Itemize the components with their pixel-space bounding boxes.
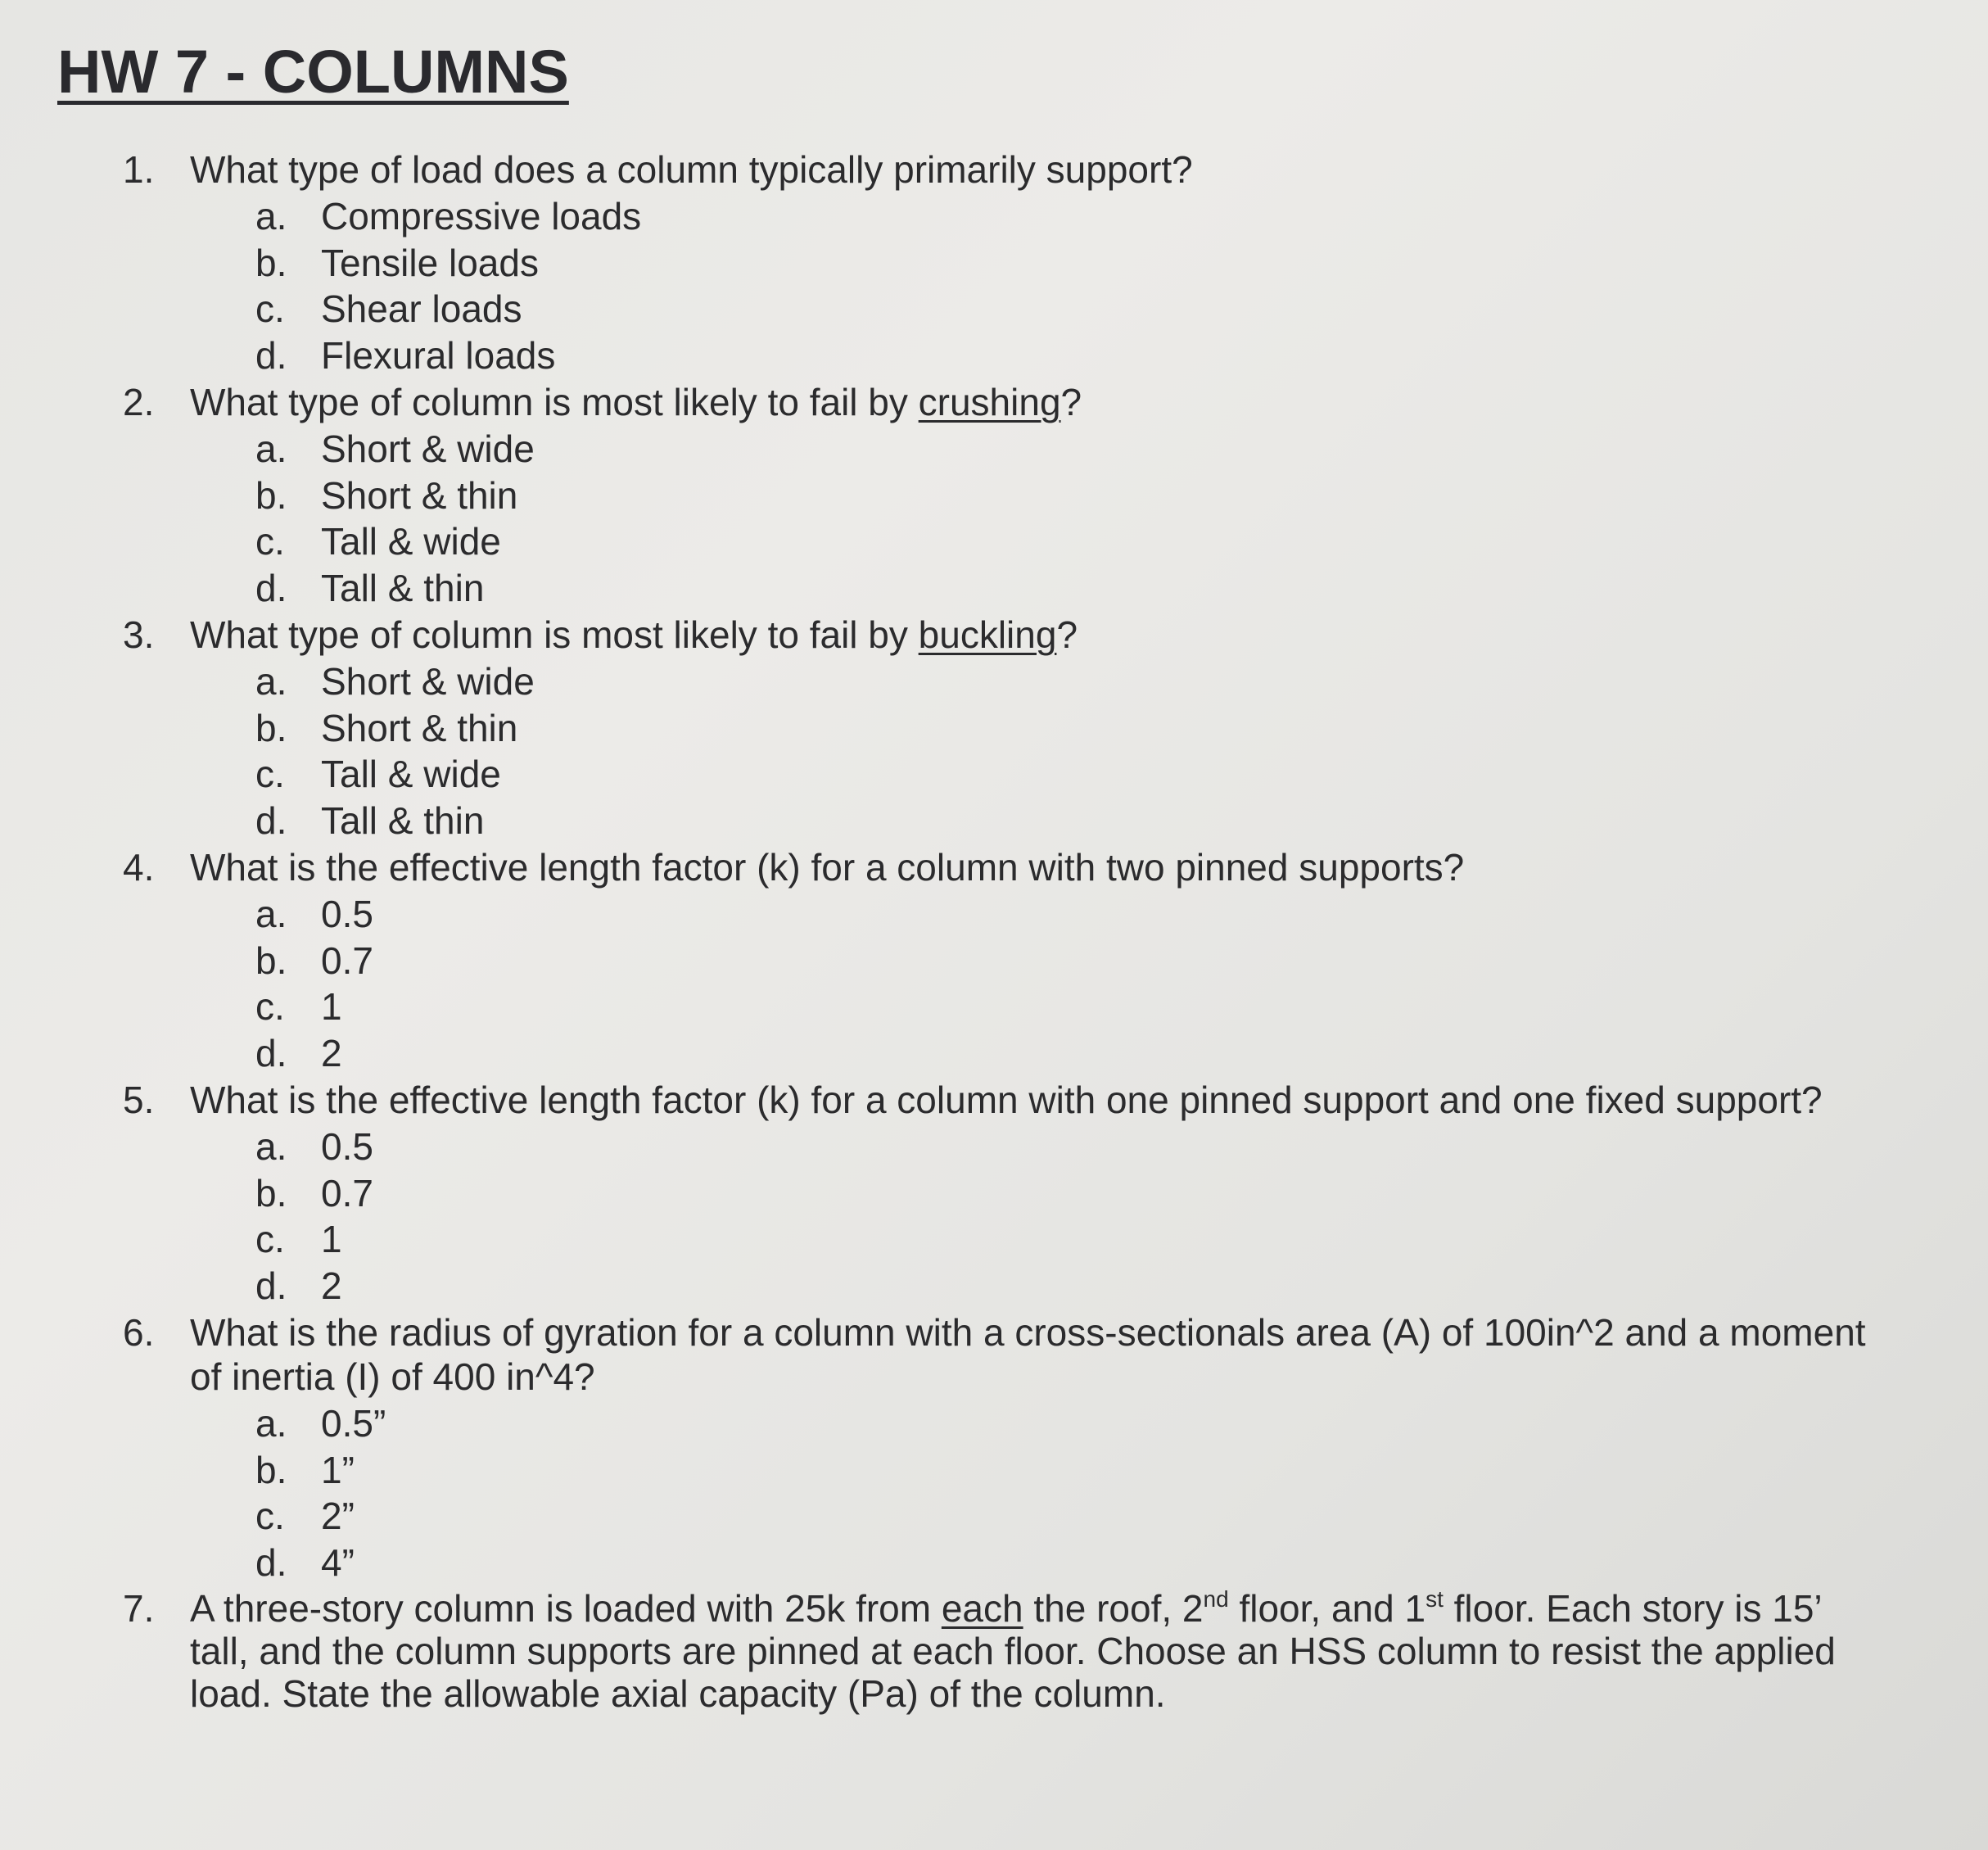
option-letter: a. [255,427,287,470]
page-title: HW 7 - COLUMNS [57,38,569,106]
question-list [123,147,1875,1715]
option-letter: d. [255,798,287,842]
option-text: 1 [321,985,342,1028]
answer-option-a [255,1124,1875,1170]
question-text-part: floor. Each story is 15’ tall, and the column supports are pinned at each floor. Choose an HSS column to resist the applied load. State the allowable axial capacity (Pa) of the column. [190,1587,1836,1715]
option-text: 0.5 [321,1125,373,1168]
question-text-part: A three-story column is loaded with 25k from [190,1587,942,1630]
option-text: Tall & wide [321,520,501,563]
question-5 [123,1078,1875,1309]
underlined-keyword: each [941,1587,1023,1630]
answer-option-c [255,751,1875,798]
question-number: 4. [123,846,155,889]
question-number: 3. [123,613,155,656]
option-letter: a. [255,660,287,703]
option-letter: c. [255,753,285,795]
answer-option-d [255,1540,1875,1586]
option-text: 2 [321,1031,342,1074]
option-letter: c. [255,1495,285,1537]
question-6 [123,1310,1875,1585]
question-number: 6. [123,1311,155,1354]
question-3 [123,613,1875,844]
answer-option-d [255,1263,1875,1309]
option-letter: a. [255,1402,287,1445]
option-letter: c. [255,520,285,563]
question-2 [123,380,1875,611]
option-text: Tall & thin [321,798,485,842]
answer-option-b [255,938,1875,984]
answer-option-c [255,1216,1875,1263]
answer-option-b [255,1447,1875,1494]
question-text [190,613,1078,656]
answer-options [190,426,1875,611]
answer-option-c [255,286,1875,332]
option-text: 4” [321,1540,355,1584]
answer-option-a [255,193,1875,240]
question-text [190,1587,1836,1715]
question-number: 5. [123,1079,155,1121]
option-text: 0.7 [321,1171,373,1214]
question-text-end: ? [1060,381,1082,423]
option-text: Short & wide [321,660,535,703]
option-text: Tensile loads [321,241,539,284]
option-text: 0.5” [321,1402,386,1445]
option-letter: d. [255,566,287,609]
option-text: Short & thin [321,473,518,517]
question-text: What is the effective length factor (k) for a column with one pinned support and one fixed support? [190,1079,1823,1121]
option-letter: d. [255,1031,287,1074]
option-letter: a. [255,893,287,935]
answer-option-d [255,1030,1875,1077]
answer-options [190,1400,1875,1585]
option-text: Shear loads [321,287,522,330]
question-text-start: What type of column is most likely to fail by [190,613,919,656]
answer-options [190,658,1875,844]
option-letter: b. [255,706,287,749]
answer-option-d [255,332,1875,379]
option-letter: c. [255,985,285,1028]
option-letter: b. [255,241,287,284]
answer-option-a [255,658,1875,705]
option-letter: c. [255,287,285,330]
answer-option-b [255,1170,1875,1217]
question-text-start: What type of column is most likely to fail by [190,381,919,423]
answer-option-c [255,1493,1875,1540]
option-text: Tall & thin [321,566,485,609]
option-text: 0.7 [321,939,373,982]
question-text-end: ? [1056,613,1078,656]
option-text: Tall & wide [321,753,501,795]
question-text [190,381,1082,423]
question-text-part: the roof, 2 [1023,1587,1204,1630]
answer-option-c [255,984,1875,1030]
ordinal-suffix: st [1425,1586,1444,1612]
option-text: Short & wide [321,427,535,470]
option-letter: b. [255,939,287,982]
question-number: 2. [123,381,155,423]
ordinal-suffix: nd [1203,1586,1229,1612]
option-text: Short & thin [321,706,518,749]
answer-option-a [255,426,1875,473]
option-text: 1” [321,1448,355,1491]
question-text: What is the effective length factor (k) for a column with two pinned supports? [190,846,1465,889]
underlined-keyword: buckling [918,613,1057,656]
option-letter: b. [255,473,287,517]
answer-option-a [255,1400,1875,1447]
answer-options [190,193,1875,378]
question-7 [123,1587,1875,1715]
option-letter: b. [255,1171,287,1214]
option-text: 0.5 [321,893,373,935]
option-text: 1 [321,1218,342,1260]
option-text: Compressive loads [321,195,642,237]
answer-options [190,891,1875,1076]
option-text: 2” [321,1495,355,1537]
question-number: 7. [123,1587,155,1630]
answer-options [190,1124,1875,1309]
answer-option-d [255,798,1875,844]
question-1 [123,147,1875,378]
option-letter: a. [255,1125,287,1168]
question-number: 1. [123,148,155,191]
answer-option-d [255,565,1875,612]
answer-option-c [255,518,1875,565]
option-letter: a. [255,195,287,237]
option-letter: c. [255,1218,285,1260]
question-text: What type of load does a column typically primarily support? [190,148,1193,191]
option-letter: d. [255,1540,287,1584]
option-letter: d. [255,333,287,377]
option-letter: b. [255,1448,287,1491]
option-letter: d. [255,1264,287,1307]
answer-option-b [255,240,1875,287]
answer-option-b [255,705,1875,752]
option-text: 2 [321,1264,342,1307]
question-text: What is the radius of gyration for a column with a cross-sectionals area (A) of 100in^2 and a moment of inertia (I) of 400 in^4? [190,1311,1866,1398]
option-text: Flexural loads [321,333,556,377]
answer-option-a [255,891,1875,938]
answer-option-b [255,473,1875,519]
question-4 [123,845,1875,1076]
underlined-keyword: crushing [918,381,1061,423]
question-text-part: floor, and 1 [1228,1587,1426,1630]
